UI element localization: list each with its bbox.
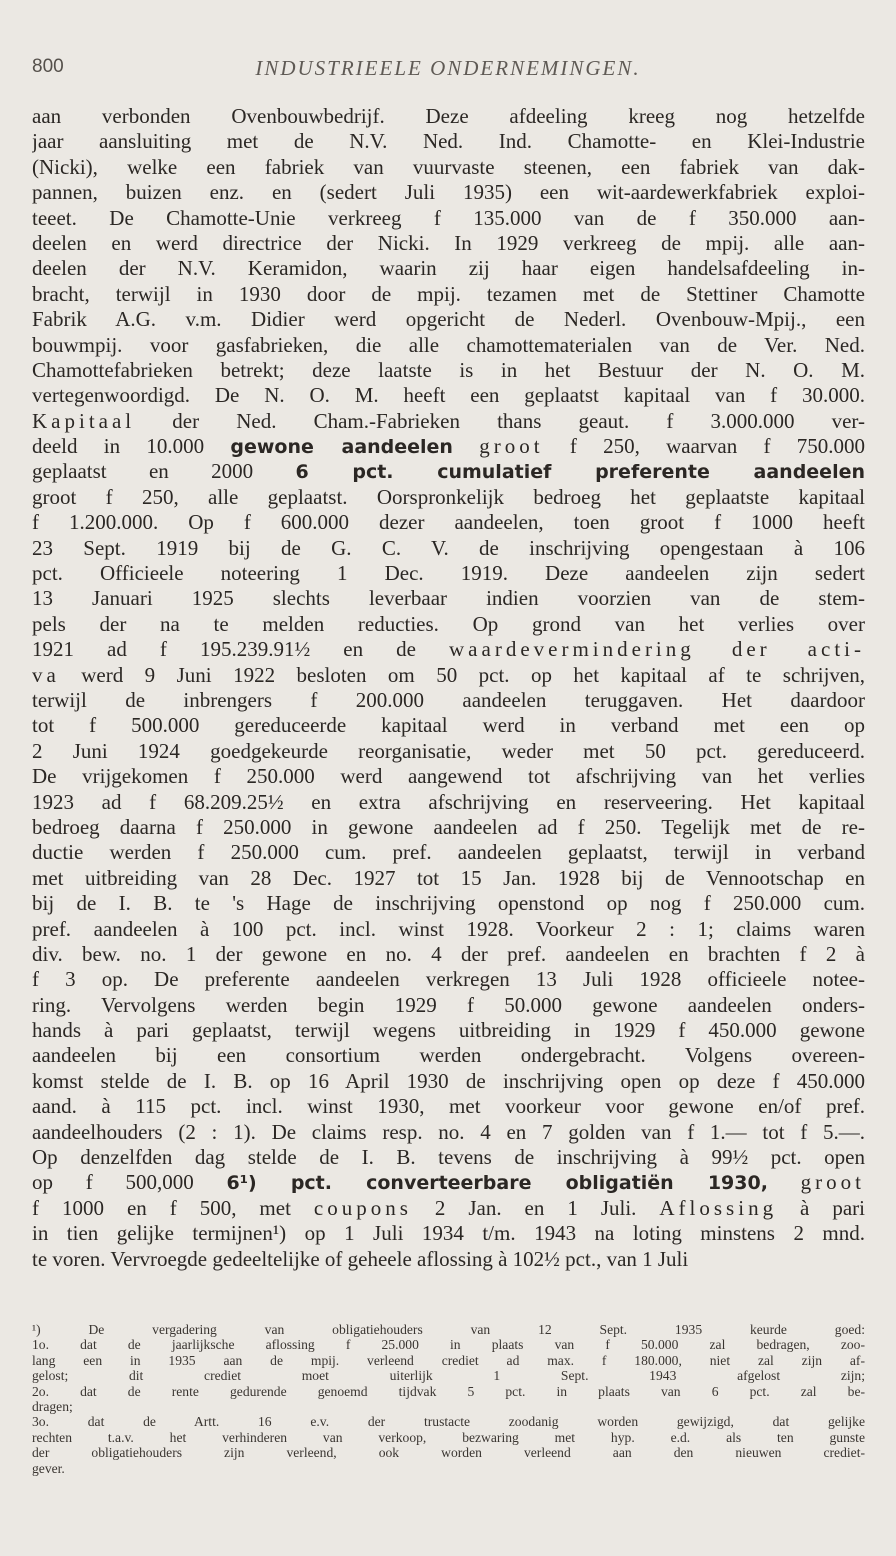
text-line (32, 1170, 865, 1195)
text-line: pct. Officieele noteering 1 Dec. 1919. Deze aandeelen zijn sedert (32, 561, 865, 586)
text-run: à pari (777, 1195, 865, 1220)
spaced-term: waardevermindering der acti- (449, 637, 865, 662)
text-line: div. bew. no. 1 der gewone en no. 4 der pref. aandeelen en brachten f 2 à (32, 941, 865, 966)
text-line (32, 637, 865, 662)
text-line: bedroeg daarna f 250.000 in gewone aandeelen ad f 250. Tegelijk met de re- (32, 814, 865, 839)
text-line: Chamottefabrieken betrekt; deze laatste is in het Bestuur der N. O. M. (32, 357, 865, 382)
text-line: aandeelhouders (2 : 1). De claims resp. no. 4 en 7 golden van f 1.— tot f 5.—. (32, 1119, 865, 1144)
running-title: INDUSTRIEELE ONDERNEMINGEN. (255, 56, 641, 80)
text-line: jaar aansluiting met de N.V. Ned. Ind. Chamotte- en Klei-Industrie (32, 129, 865, 154)
text-line: pannen, buizen enz. en (sedert Juli 1935) een wit-aardewerkfabriek exploi- (32, 180, 865, 205)
text-line: 13 Januari 1925 slechts leverbaar indien voorzien van de stem- (32, 586, 865, 611)
text-line: met uitbreiding van 28 Dec. 1927 tot 15 Jan. 1928 bij de Vennootschap en (32, 865, 865, 890)
text-line: teeet. De Chamotte-Unie verkreeg f 135.000 van de f 350.000 aan- (32, 205, 865, 230)
text-line: ductie werden f 250.000 cum. pref. aandeelen geplaatst, terwijl in verband (32, 840, 865, 865)
text-line: (Nicki), welke een fabriek van vuurvaste steenen, een fabriek van dak- (32, 154, 865, 179)
footnote-line: 2o. dat de rente gedurende genoemd tijdvak 5 pct. in plaats van 6 pct. zal be- (32, 1383, 865, 1399)
text-line: bij de I. B. te 's Hage de inschrijving openstond op nog f 250.000 cum. (32, 891, 865, 916)
spaced-term: Kapitaal (32, 408, 136, 433)
text-line: f 3 op. De preferente aandeelen verkregen 13 Juli 1928 officieele notee- (32, 967, 865, 992)
page-header (32, 56, 864, 86)
spaced-term: groot (800, 1170, 865, 1195)
text-line: aand. à 115 pct. incl. winst 1930, met voorkeur voor gewone en/of pref. (32, 1094, 865, 1119)
text-line: deelen en werd directrice der Nicki. In 1929 verkreeg de mpij. alle aan- (32, 230, 865, 255)
text-run (768, 1170, 801, 1194)
text-run: deeld in 10.000 (32, 434, 231, 459)
text-line: aan verbonden Ovenbouwbedrijf. Deze afdeeling kreeg nog hetzelfde (32, 104, 865, 128)
text-line: vertegenwoordigd. De N. O. M. heeft een geplaatst kapitaal van f 30.000. (32, 383, 865, 408)
text-line (32, 1196, 865, 1221)
text-line (32, 434, 865, 459)
text-line: in tien gelijke termijnen¹) op 1 Juli 1934 t/m. 1943 na loting minstens 2 mnd. (32, 1221, 865, 1246)
text-line: ring. Vervolgens werden begin 1929 f 50.000 gewone aandeelen onders- (32, 992, 865, 1017)
text-line: tot f 500.000 gereduceerde kapitaal werd in verband met een op (32, 713, 865, 738)
text-line: f 1.200.000. Op f 600.000 dezer aandeelen, toen groot f 1000 heeft (32, 510, 865, 535)
text-run: f 250, waarvan f 750.000 (543, 434, 865, 459)
text-line: De vrijgekomen f 250.000 werd aangewend tot afschrijving van het verlies (32, 764, 865, 789)
text-line: Fabrik A.G. v.m. Didier werd opgericht de Nederl. Ovenbouw-Mpij., een (32, 307, 865, 332)
text-line (32, 663, 865, 688)
text-run: werd 9 Juni 1922 besloten om 50 pct. op het kapitaal af te schrijven, (59, 662, 865, 687)
text-run: f 1000 en f 500, met (32, 1195, 314, 1220)
text-line (32, 459, 865, 484)
text-run (453, 434, 479, 458)
text-line: Op denzelfden dag stelde de I. B. tevens de inschrijving à 99½ pct. open (32, 1145, 865, 1170)
text-run: op f 500,000 (32, 1170, 227, 1195)
text-line: te voren. Vervroegde gedeeltelijke of geheele aflossing à 102½ pct., van 1 Juli (32, 1246, 689, 1271)
footnote-line: rechten t.a.v. het verhinderen van verkoop, bezwaring met hyp. e.d. als ten gunste (32, 1429, 865, 1445)
page-number: 800 (32, 56, 64, 77)
text-run: 2 Jan. en 1 Juli. (411, 1195, 660, 1220)
spaced-term: groot (479, 434, 544, 459)
body-text (32, 104, 865, 1272)
text-line (32, 409, 865, 434)
text-line: bouwmpij. voor gasfabrieken, die alle chamottematerialen van de Ver. Ned. (32, 332, 865, 357)
footnotes (32, 1322, 865, 1476)
text-line: deelen der N.V. Keramidon, waarin zij haar eigen handelsafdeeling in- (32, 256, 865, 281)
footnote-line: 1o. dat de jaarlijksche aflossing f 25.000 in plaats van f 50.000 zal bedragen, zoo- (32, 1337, 865, 1353)
text-line: 23 Sept. 1919 bij de G. C. V. de inschrijving opengestaan à 106 (32, 535, 865, 560)
footnote-line: 3o. dat de Artt. 16 e.v. der trustacte zoodanig worden gewijzigd, dat gelijke (32, 1414, 865, 1430)
footnote-line: lang een in 1935 aan de mpij. verleend crediet ad max. f 180.000, niet zal zijn af- (32, 1352, 865, 1368)
text-line: komst stelde de I. B. op 16 April 1930 de inschrijving open op deze f 450.000 (32, 1068, 865, 1093)
text-line: pref. aandeelen à 100 pct. incl. winst 1928. Voorkeur 2 : 1; claims waren (32, 916, 865, 941)
footnote-line: gever. (32, 1460, 65, 1476)
footnote-line: der obligatiehouders zijn verleend, ook worden verleend aan den nieuwen crediet- (32, 1445, 865, 1461)
footnote-line: gelost; dit crediet moet uiterlijk 1 Sept. 1943 afgelost zijn; (32, 1368, 865, 1384)
text-line: pels der na te melden reducties. Op grond van het verlies over (32, 611, 865, 636)
text-run: 1921 ad f 195.239.91½ en de (32, 637, 450, 662)
text-line: aandeelen bij een consortium werden ondergebracht. Volgens overeen- (32, 1043, 865, 1068)
footnote-line: dragen; (32, 1398, 73, 1414)
text-line: hands à pari geplaatst, terwijl wegens uitbreiding in 1929 f 450.000 gewone (32, 1018, 865, 1043)
bold-heading-run: 6¹) pct. converteerbare obligatiën 1930, (226, 1172, 768, 1195)
footnote-line: ¹) De vergadering van obligatiehouders van 12 Sept. 1935 keurde goed: (32, 1322, 865, 1337)
text-line: 1923 ad f 68.209.25½ en extra afschrijving en reserveering. Het kapitaal (32, 789, 865, 814)
text-run: der Ned. Cham.-Fabrieken thans geaut. f 3.000.000 ver- (135, 408, 865, 433)
text-line: 2 Juni 1924 goedgekeurde reorganisatie, weder met 50 pct. gereduceerd. (32, 738, 865, 763)
spaced-term: Aflossing (659, 1195, 778, 1220)
bold-heading-run: 6 pct. cumulatief preferente aandeelen (295, 461, 865, 484)
spaced-term: va (32, 662, 60, 687)
bold-heading-run: gewone aandeelen (230, 436, 453, 459)
text-line: bracht, terwijl in 1930 door de mpij. tezamen met de Stettiner Chamotte (32, 281, 865, 306)
text-line: terwijl de inbrengers f 200.000 aandeelen teruggaven. Het daardoor (32, 687, 865, 712)
spaced-term: coupons (313, 1195, 412, 1220)
text-line: groot f 250, alle geplaatst. Oorspronkelijk bedroeg het geplaatste kapitaal (32, 484, 865, 509)
text-run: geplaatst en 2000 (32, 459, 296, 484)
